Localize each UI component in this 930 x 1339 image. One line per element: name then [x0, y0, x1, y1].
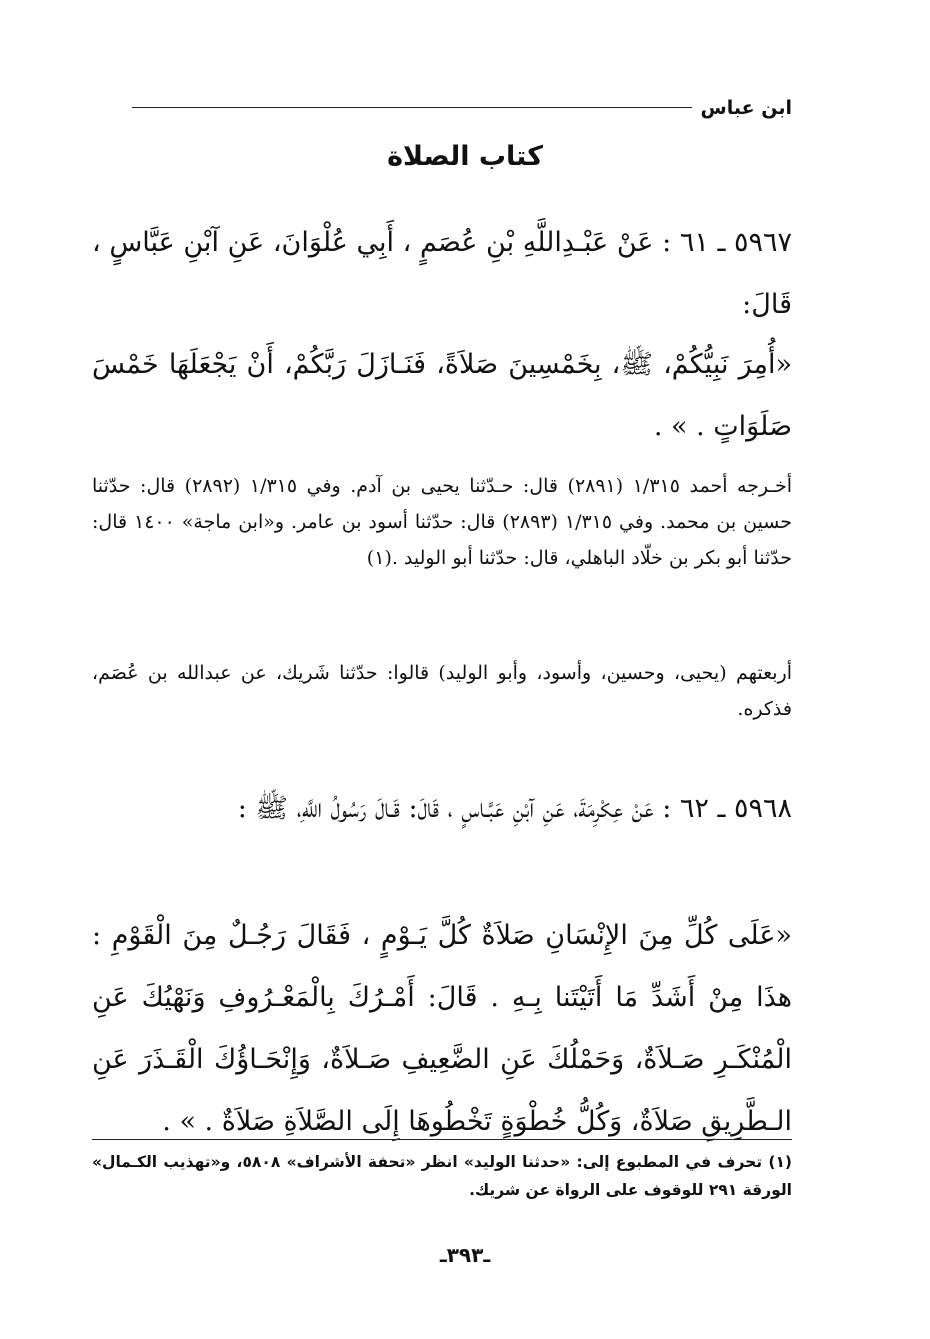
hadith-1-matn: «أُمِرَ نَبِيُّكُمْ، ﷺ، بِخَمْسِينَ صَلاَةً، فَنَـازَلَ رَبَّكُمْ، أَنْ يَجْعَلَهَا خَمْسَ صَلَوَاتٍ . » . [92, 349, 792, 442]
hadith-2-matn: «عَلَى كُلِّ مِنَ الإِنْسَانِ صَلاَةٌ كُلَّ يَـوْمٍ ، فَقَالَ رَجُـلٌ مِنَ الْقَوْمِ : هذَا مِنْ أَشَدِّ مَا أَتَيْتَنا بِـهِ . قَالَ: أَمْـرُكَ بِالْمَعْـرُوفِ وَنَهْيُكَ عَنِ الْمُنْكَـرِ صَـلاَةٌ، وَحَمْلُكَ عَنِ الضَّعِيفِ صَـلاَةٌ، وَإِنْحَـاؤُكَ الْقَـذَرَ عَنِ الـطَّرِيقِ صَلاَةٌ، وَكُلُّ خُطْوَةٍ تَخْطُوهَا إِلَى الصَّلاَةِ صَلاَةٌ . » . [92, 920, 792, 1137]
book-title: كتاب الصلاة [387, 141, 543, 172]
footnote-rule [92, 1139, 792, 1140]
page-number: ـ٣٩٣ـ [439, 1243, 491, 1267]
footnote: (١) تحرف في المطبوع إلى: «حدثنا الوليد» انظر «تحفة الأشراف» ٥٨٠٨، و«تهذيب الكـمال» الورقة ٢٩١ للوقوف على الرواة عن شريك. [92, 1153, 793, 1199]
hadith-1-takhrij-paragraph: أخـرجه أحمد ١/٣١٥ (٢٨٩١) قال: حـدّثنا يحيى بن آدم. وفي ١/٣١٥ (٢٨٩٢) قال: حدّثنا حسين بن محمد. وفي ١/٣١٥ (٢٨٩٣) قال: حدّثنا أسود بن عامر. و«ابن ماجة» ١٤٠٠ قال: حدّثنا أبو بكر بن خلّاد الباهلي، قال: حدّثنا أبو الوليد .(١) [92, 475, 793, 569]
header-rule [132, 107, 692, 108]
hadith-1-chain-summary: أربعتهم (يحيى، وحسين، وأسود، وأبو الوليد) قالوا: حدّثنا شَريك، عن عبدالله بن عُصَم، فذكره. [92, 662, 792, 720]
hadith-1-isnad: ٥٩٦٧ ـ ٦١ : عَنْ عَبْـدِاللَّهِ بْنِ عُصَمٍ ، أَبِي عُلْوَانَ، عَنِ آبْنِ عَبَّاسٍ ، قَالَ: [92, 227, 792, 320]
running-header-title: ابن عباس [700, 97, 792, 119]
hadith-2-isnad: ٥٩٦٨ ـ ٦٢ : عَنْ عِكْرِمَةَ، عَنِ آبْنِ عَبَّـاسٍ ، قَالَ: قَـالَ رَسُولُ اللَّهِ، ﷺ : [237, 793, 792, 824]
